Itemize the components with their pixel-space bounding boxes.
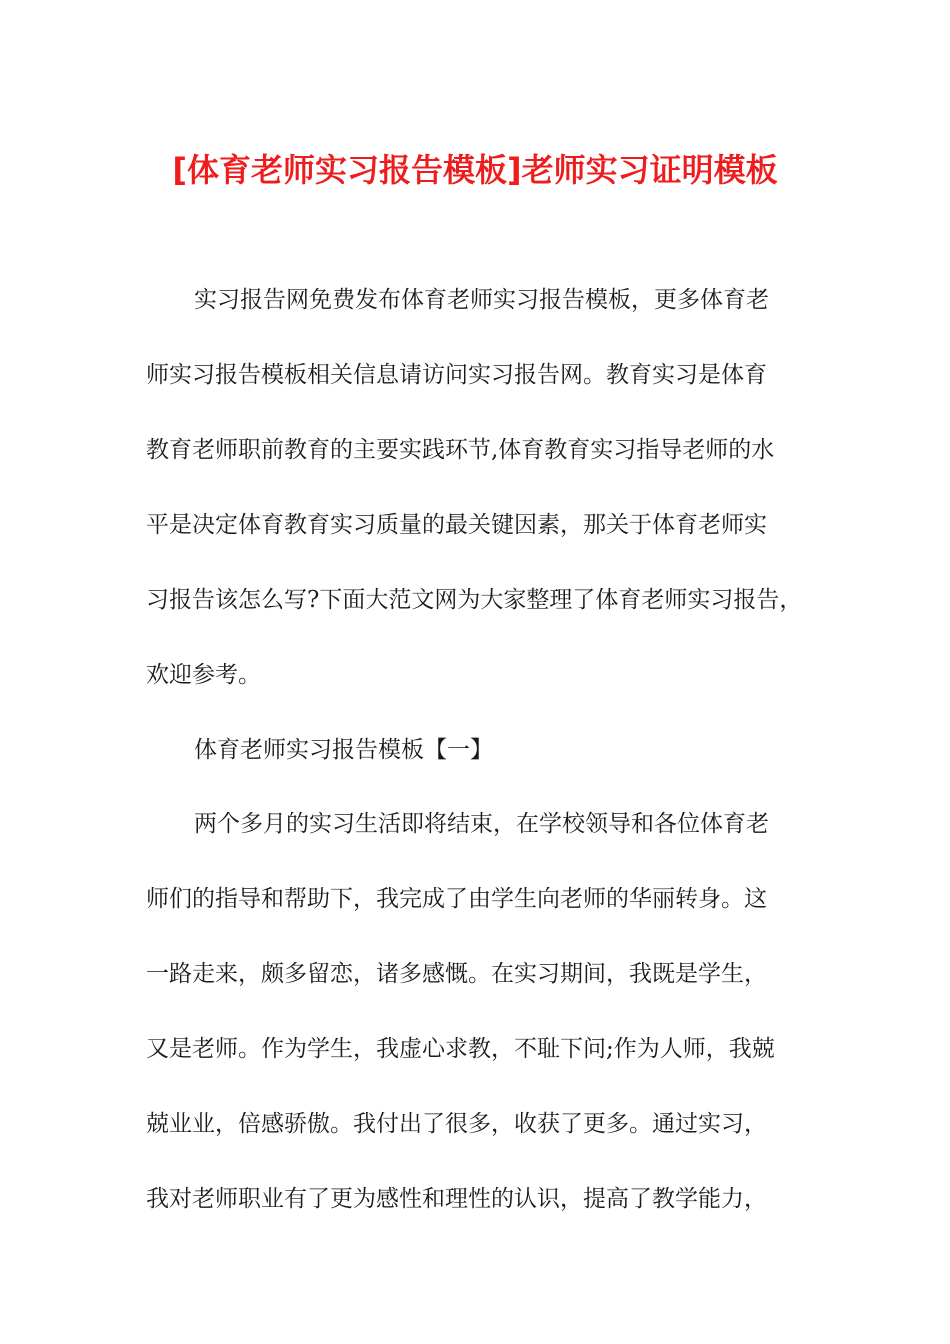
paragraph-line: 平是决定体育教育实习质量的最关键因素，那关于体育老师实	[146, 512, 767, 538]
paragraph-line: 又是老师。作为学生，我虚心求教，不耻下问;作为人师，我兢	[146, 1036, 775, 1062]
paragraph-line: 两个多月的实习生活即将结束，在学校领导和各位体育老	[194, 811, 769, 837]
paragraph-line: 习报告该怎么写?下面大范文网为大家整理了体育老师实习报告，	[146, 587, 803, 613]
paragraph-line: 师们的指导和帮助下，我完成了由学生向老师的华丽转身。这	[146, 886, 767, 912]
paragraph-line: 师实习报告模板相关信息请访问实习报告网。教育实习是体育	[146, 362, 767, 388]
paragraph-line: 实习报告网免费发布体育老师实习报告模板，更多体育老	[194, 287, 769, 313]
paragraph-line: 一路走来，颇多留恋，诸多感慨。在实习期间，我既是学生，	[146, 961, 767, 987]
paragraph-line: 我对老师职业有了更为感性和理性的认识，提高了教学能力，	[146, 1186, 767, 1212]
paragraph-line: 欢迎参考。	[146, 662, 261, 688]
paragraph-line: 教育老师职前教育的主要实践环节,体育教育实习指导老师的水	[146, 437, 775, 463]
section-heading: 体育老师实习报告模板【一】	[194, 737, 493, 763]
document-title: [体育老师实习报告模板]老师实习证明模板	[172, 151, 778, 189]
paragraph-line: 兢业业，倍感骄傲。我付出了很多，收获了更多。通过实习，	[146, 1111, 767, 1137]
